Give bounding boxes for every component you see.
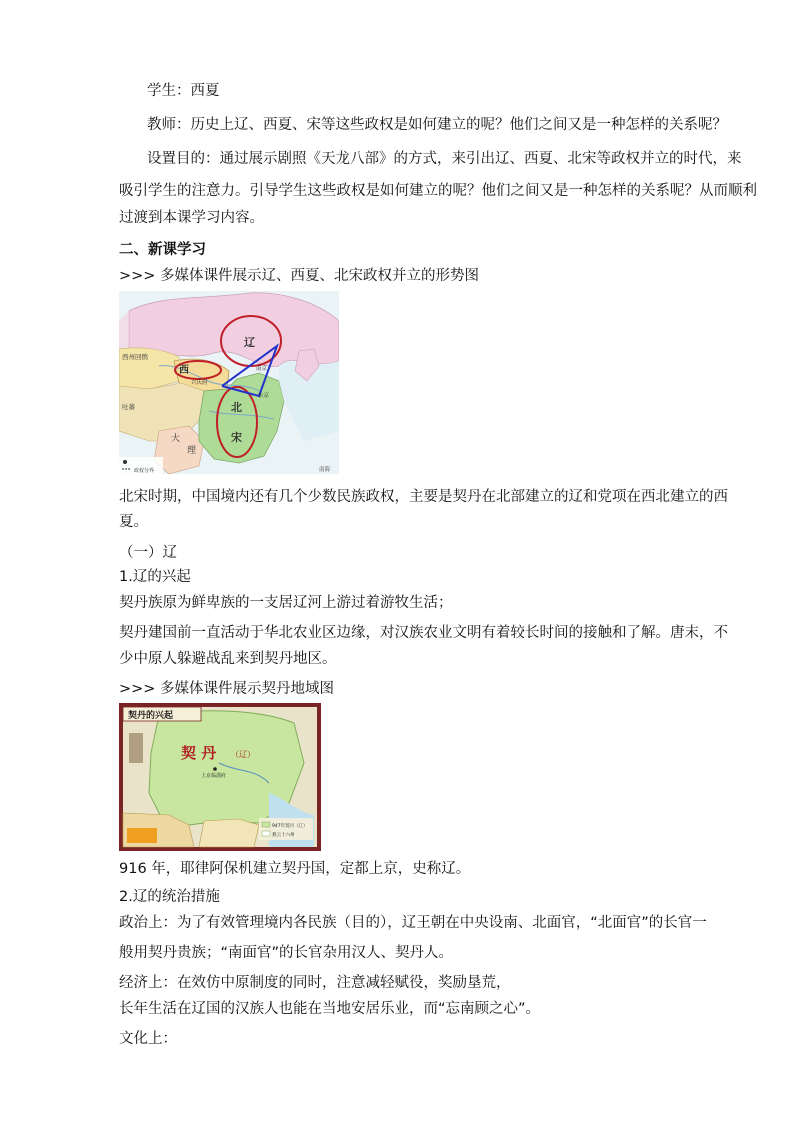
label-xi: 西 xyxy=(179,365,189,376)
legend-boundary: 政权分界 xyxy=(134,468,155,474)
paragraph-culture: 文化上： xyxy=(119,1031,177,1047)
map2-title: 契丹的兴起 xyxy=(128,711,174,721)
map-rise-of-qidan xyxy=(119,703,321,851)
map2-legend-2: 燕云十六州 xyxy=(272,833,295,838)
teacher-question: 教师：历史上辽、西夏、宋等这些政权是如何建立的呢？他们之间又是一种怎样的关系呢？ xyxy=(147,117,727,133)
design-purpose: 设置目的：通过展示剧照《天龙八部》的方式，来引出辽、西夏、北宋等政权并立的时代，来 xyxy=(147,151,742,167)
paragraph-northern-song: 北宋时期，中国境内还有几个少数民族政权，主要是契丹在北部建立的辽和党项在西北建立的西 xyxy=(119,489,728,505)
label-song: 宋 xyxy=(231,431,242,444)
subsection-governance: 2.辽的统治措施 xyxy=(119,889,220,905)
map-liao-xixia-song xyxy=(119,291,339,474)
label-dali-2: 理 xyxy=(187,446,197,456)
label-shangjing: 上京临潢府 xyxy=(201,773,227,779)
paragraph-qidan-contact-cont: 少中原人躲避战乱来到契丹地区。 xyxy=(119,651,337,667)
multimedia-note-1: >>> 多媒体课件展示辽、西夏、北宋政权并立的形势图 xyxy=(119,268,480,284)
paragraph-han-people: 长年生活在辽国的汉族人也能在当地安居乐业，而“忘南顾之心”。 xyxy=(119,1001,541,1017)
design-purpose-cont2: 过渡到本课学习内容。 xyxy=(119,210,264,226)
paragraph-qidan-contact: 契丹建国前一直活动于华北农业区边缘，对汉族农业文明有着较长时间的接触和了解。唐末，不 xyxy=(119,625,728,641)
paragraph-abaoji: 916 年，耶律阿保机建立契丹国，定都上京，史称辽。 xyxy=(119,861,471,877)
map2-legend-1: 947年契丹（辽） xyxy=(272,824,308,829)
paragraph-economy: 经济上：在效仿中原制度的同时，注意减轻赋役，奖励垦荒， xyxy=(119,975,511,991)
label-liao-paren: （辽） xyxy=(231,750,255,759)
label-tubo: 吐蕃 xyxy=(122,403,135,411)
label-bei: 北 xyxy=(231,401,242,414)
subsection-liao: （一）辽 xyxy=(119,545,177,561)
map2-svg xyxy=(119,703,321,851)
paragraph-politics-cont: 般用契丹贵族；“南面官”的长官杂用汉人、契丹人。 xyxy=(119,945,454,961)
paragraph-northern-song-cont: 夏。 xyxy=(119,514,148,530)
student-answer: 学生：西夏 xyxy=(147,83,220,99)
multimedia-note-2: >>> 多媒体课件展示契丹地域图 xyxy=(119,681,335,697)
design-purpose-cont1: 吸引学生的注意力。引导学生这些政权是如何建立的呢？他们之间又是一种怎样的关系呢？从而顺利 xyxy=(119,183,757,199)
label-nanjing: 南京 xyxy=(256,366,268,372)
label-dongjing: 东京 xyxy=(258,393,270,399)
label-qidan: 契 丹 xyxy=(181,744,217,762)
label-dali-1: 大 xyxy=(171,434,181,444)
paragraph-politics: 政治上：为了有效管理境内各民族（目的），辽王朝在中央设南、北面官，“北面官”的长官一 xyxy=(119,915,707,931)
section-heading-new-lesson: 二、新课学习 xyxy=(119,242,206,258)
label-xizhou: 西州回鹘 xyxy=(122,353,148,361)
label-nanhai: 南海 xyxy=(319,467,331,473)
paragraph-qidan-origin: 契丹族原为鲜卑族的一支居辽河上游过着游牧生活； xyxy=(119,595,453,611)
label-liao: 辽 xyxy=(244,336,255,349)
label-xingqing: 兴庆府 xyxy=(191,380,208,386)
map1-svg xyxy=(119,291,339,474)
subsection-rise-of-liao: 1.辽的兴起 xyxy=(119,569,191,585)
